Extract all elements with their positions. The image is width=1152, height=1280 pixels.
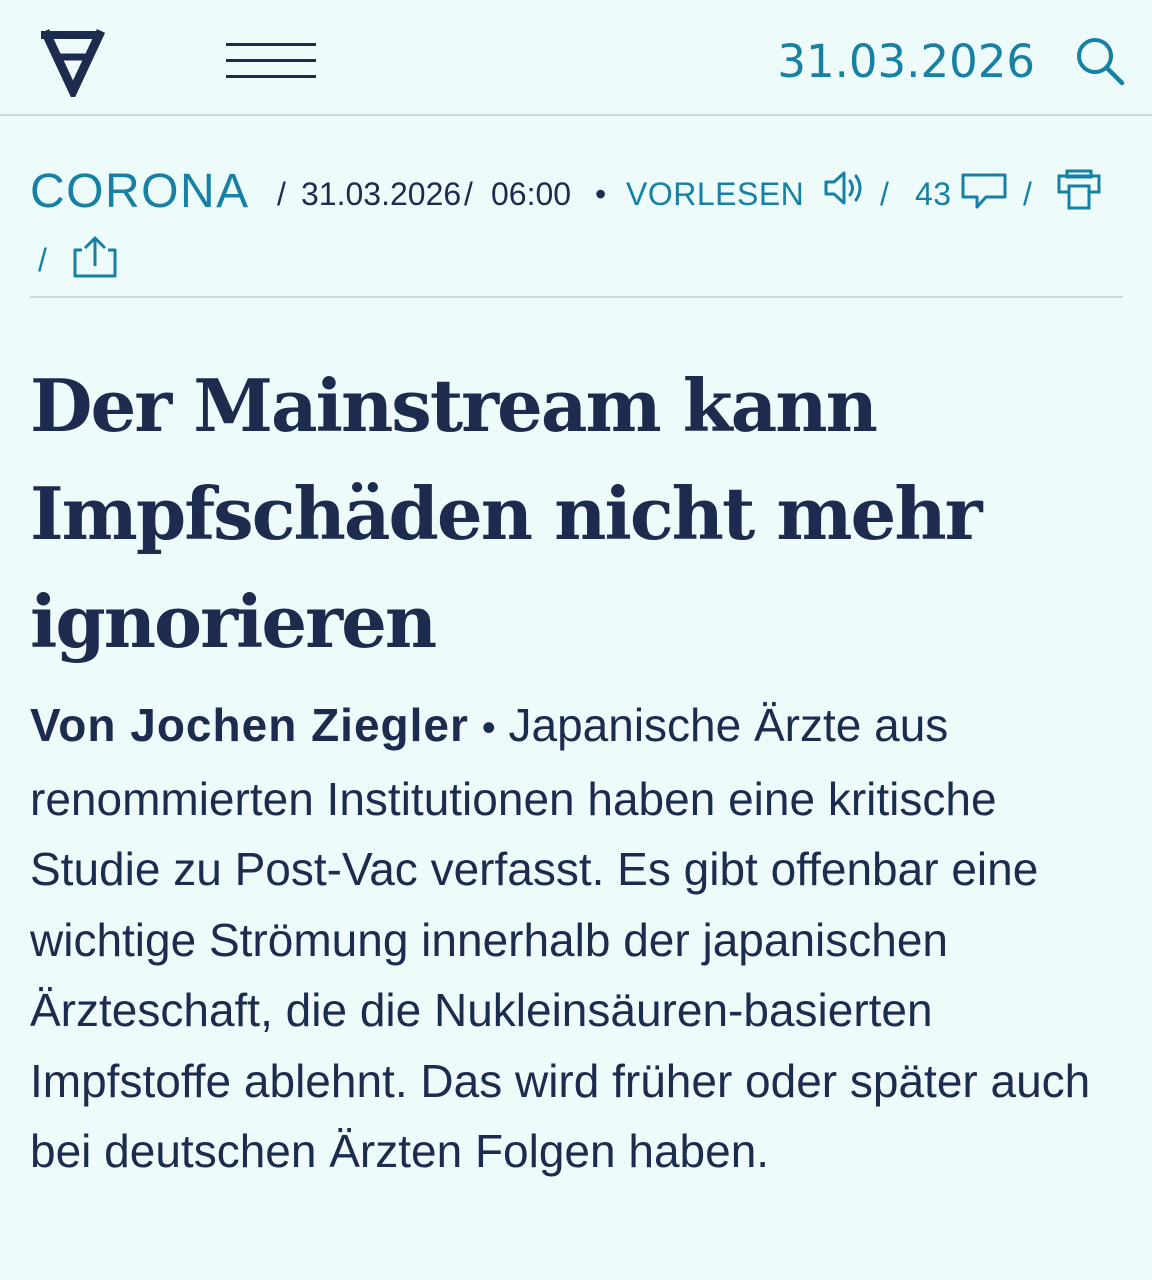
meta-separator: / [277,176,286,212]
publish-date: 31.03.2026 [301,176,462,212]
speaker-icon[interactable] [822,168,866,208]
site-header [0,0,1152,116]
forall-logo-icon[interactable] [40,27,106,97]
menu-line [226,75,316,78]
comment-count[interactable]: 43 [915,176,952,212]
share-icon[interactable] [72,234,118,280]
menu-line [226,59,316,62]
meta-separator: / [464,176,473,212]
meta-row [30,230,230,290]
meta-bullet: • [595,176,607,212]
article-teaser [30,690,1130,1187]
search-icon[interactable] [1072,33,1128,89]
menu-line [226,43,316,46]
read-aloud-link[interactable]: VORLESEN [626,176,805,212]
header-date: 31.03.2026 [777,35,1035,88]
meta-separator: / [880,176,889,212]
comment-icon[interactable] [960,172,1008,212]
meta-separator: / [38,242,47,278]
article-headline: Der Mainstream kann Impfschäden nicht mehr ignorieren [30,363,981,664]
meta-separator: / [1023,176,1032,212]
category-link[interactable]: CORONA [30,165,250,218]
publish-time: 06:00 [491,176,572,212]
teaser-text: Japanische Ärzte aus renommierten Institutionen haben eine kritische Studie zu Post-Vac verfasst. Es gibt offenbar eine wichtige Strömung innerhalb der japanischen Ärzteschaft, die die Nukleinsäuren-basierten Impfstoffe ablehnt. Das wird früher oder später auch bei deutschen Ärzten Folgen haben. [30,699,1091,1177]
meta-row [30,160,1130,226]
meta-divider [30,296,1123,298]
teaser-bullet: • [481,706,496,750]
article-meta [30,160,1130,290]
hamburger-menu-button[interactable] [226,40,318,84]
print-icon[interactable] [1056,168,1102,212]
author-name[interactable]: Von Jochen Ziegler [30,699,469,751]
